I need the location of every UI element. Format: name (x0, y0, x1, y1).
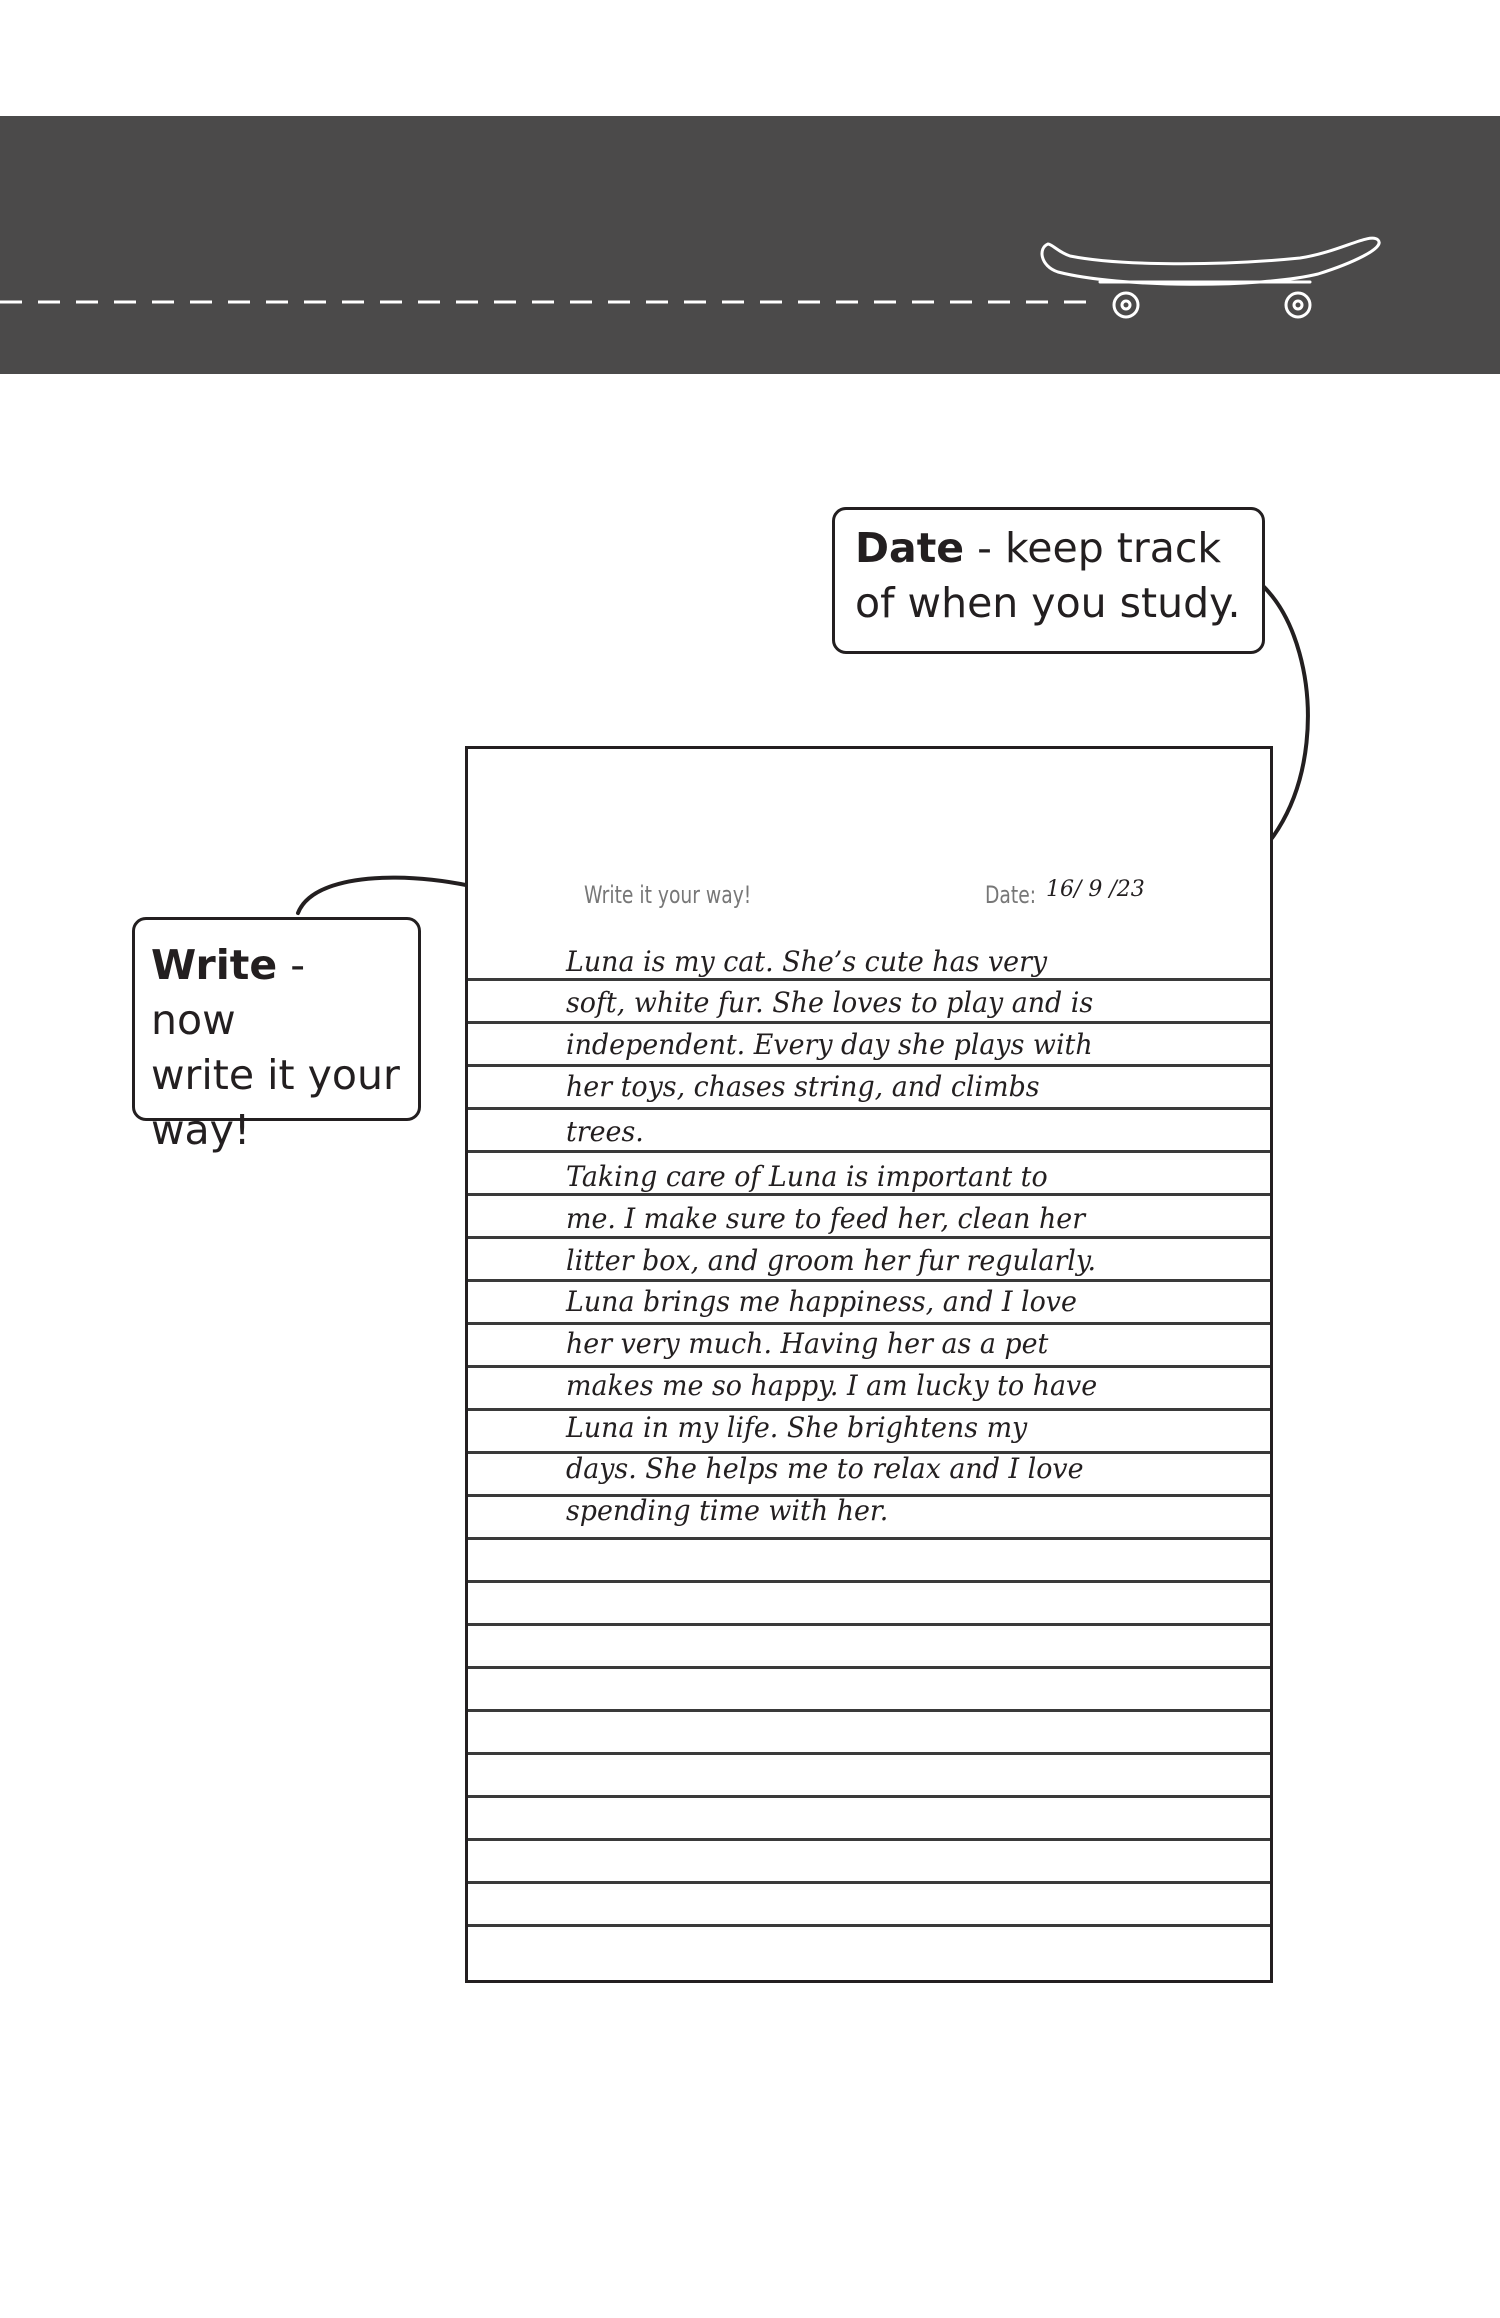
ruled-line (468, 1150, 1270, 1153)
handwritten-line: litter box, and groom her fur regularly. (566, 1244, 1097, 1277)
date-callout-title: Date (855, 524, 965, 572)
handwritten-line: trees. (566, 1115, 644, 1148)
handwritten-line: soft, white fur. She loves to play and is (566, 986, 1094, 1019)
ruled-line (468, 1709, 1270, 1712)
handwritten-line: Luna is my cat. She’s cute has very (566, 945, 1048, 978)
notebook-prompt: Write it your way! (584, 881, 752, 909)
handwritten-line: her toys, chases string, and climbs (566, 1070, 1040, 1103)
handwritten-line: days. She helps me to relax and I love (566, 1452, 1084, 1485)
ruled-line (468, 1322, 1270, 1325)
write-callout-title: Write (151, 941, 278, 989)
handwritten-line: Taking care of Luna is important to (566, 1160, 1048, 1193)
handwritten-line: spending time with her. (566, 1494, 889, 1527)
header-band (0, 116, 1500, 374)
handwritten-line: makes me so happy. I am lucky to have (566, 1369, 1098, 1402)
ruled-line (468, 1666, 1270, 1669)
ruled-line (468, 1623, 1270, 1626)
ruled-line (468, 1107, 1270, 1110)
ruled-line (468, 1236, 1270, 1239)
ruled-line (468, 1537, 1270, 1540)
ruled-line (468, 1021, 1270, 1024)
notebook-date-label: Date: (985, 881, 1037, 909)
ruled-line (468, 1580, 1270, 1583)
ruled-line (468, 1064, 1270, 1067)
header-decoration (0, 116, 1500, 374)
ruled-line (468, 1924, 1270, 1927)
write-callout-text-2: write it your (151, 1051, 400, 1099)
handwritten-line: Luna in my life. She brightens my (566, 1411, 1028, 1444)
handwritten-line: Luna brings me happiness, and I love (566, 1285, 1077, 1318)
ruled-line (468, 1881, 1270, 1884)
handwritten-line: her very much. Having her as a pet (566, 1327, 1049, 1360)
notebook-page (465, 746, 1273, 1983)
handwritten-line: me. I make sure to feed her, clean her (566, 1202, 1086, 1235)
write-callout-text-1: - now (151, 941, 306, 1044)
ruled-line (468, 1752, 1270, 1755)
date-callout-text-2: of when you study. (855, 579, 1241, 627)
ruled-line (468, 1795, 1270, 1798)
write-callout (132, 917, 421, 1154)
handwritten-line: independent. Every day she plays with (566, 1028, 1093, 1061)
ruled-line (468, 1838, 1270, 1841)
ruled-line (468, 1279, 1270, 1282)
notebook-date-value: 16/ 9 /23 (1046, 877, 1145, 902)
date-callout-text-1: - keep track (964, 524, 1222, 572)
write-callout-text-3: way! (151, 1106, 251, 1154)
ruled-line (468, 1365, 1270, 1368)
date-callout (832, 507, 1265, 654)
skateboard-icon (1042, 238, 1379, 317)
